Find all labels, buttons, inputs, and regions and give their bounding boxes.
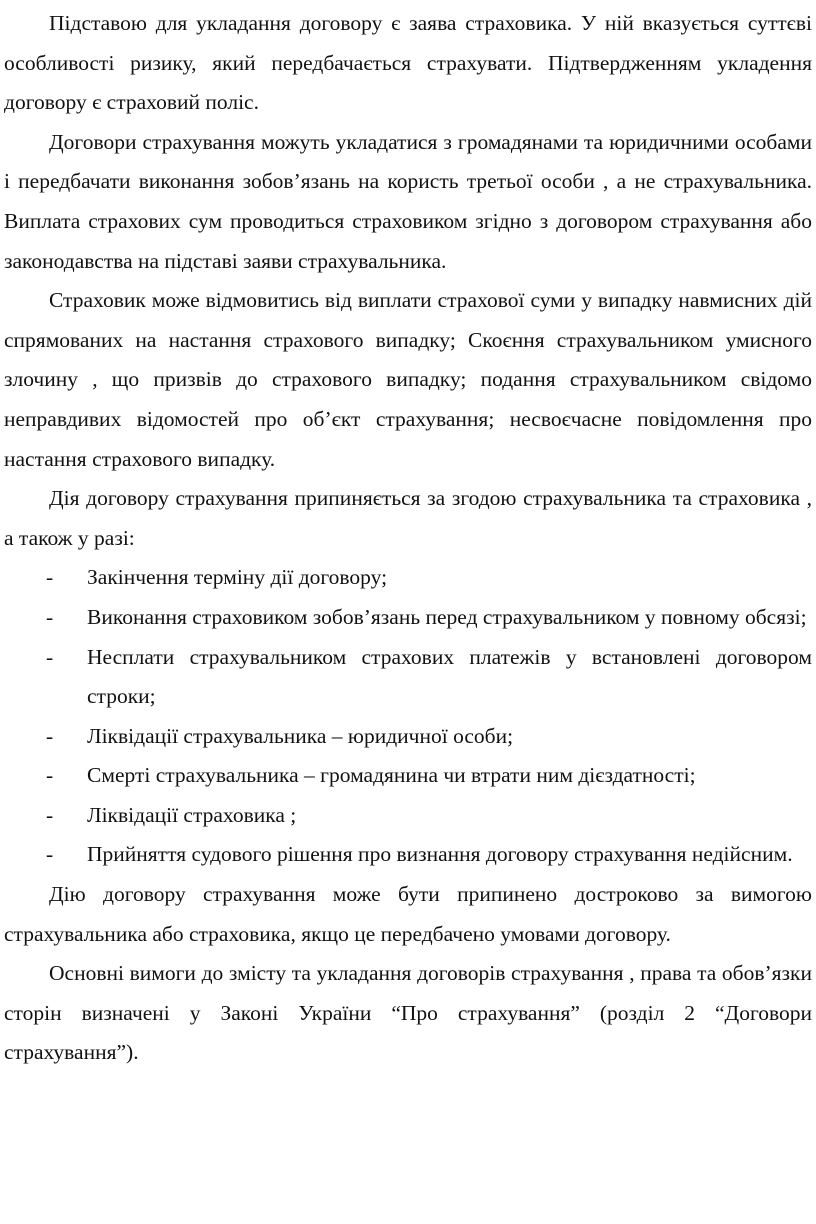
dash-marker: -	[46, 802, 54, 827]
list-item	[4, 756, 812, 796]
dash-marker: -	[46, 565, 54, 590]
termination-list	[4, 558, 812, 875]
paragraph-contract-basis: Підставою для укладання договору є заява страховика. У ній вказується суттєві особливості ризику, який передбачається страхувати. Підтвердженням укладення договору є страховий поліс.	[4, 11, 812, 115]
list-item	[4, 835, 812, 875]
list-item	[4, 717, 812, 757]
list-item-text: Закінчення терміну дії договору;	[87, 565, 388, 590]
list-item	[4, 638, 812, 717]
list-item	[4, 558, 812, 598]
list-item-text: Ліквідації страхувальника – юридичної особи;	[87, 723, 514, 748]
document-body	[4, 4, 812, 1073]
paragraph-contract-parties: Договори страхування можуть укладатися з громадянами та юридичними особами і передбачати виконання зобов’язань на користь третьої особи , а не страхувальника. Виплата страхових сум проводиться страховиком згідно з договором страхування або законодавства на підставі заяви страхувальника.	[4, 129, 812, 273]
paragraph-early-termination: Дію договору страхування може бути припинено достроково за вимогою страхувальника або страховика, якщо це передбачено умовами договору.	[4, 882, 812, 946]
dash-marker: -	[46, 763, 54, 788]
paragraph-termination-intro: Дія договору страхування припиняється за згодою страхувальника та страховика , а також у разі:	[4, 486, 812, 550]
dash-marker: -	[46, 604, 54, 629]
paragraph-legal-basis: Основні вимоги до змісту та укладання договорів страхування , права та обов’язки сторін визначені у Законі України “Про страхування” (розділ 2 “Договори страхування”).	[4, 961, 812, 1065]
list-item-text: Прийняття судового рішення про визнання договору страхування недійсним.	[87, 842, 793, 867]
dash-marker: -	[46, 842, 54, 867]
list-item-text: Ліквідації страховика ;	[87, 802, 297, 827]
list-item-text: Виконання страховиком зобов’язань перед страхувальником у повному обсязі;	[87, 604, 807, 629]
paragraph-refusal-grounds: Страховик може відмовитись від виплати страхової суми у випадку навмисних дій спрямованих на настання страхового випадку; Скоєння страхувальником умисного злочину , що призвів до страхового випадку; подання страхувальником свідомо неправдивих відомостей про об’єкт страхування; несвоєчасне повідомлення про настання страхового випадку.	[4, 288, 812, 471]
dash-marker: -	[46, 723, 54, 748]
list-item	[4, 796, 812, 836]
list-item	[4, 598, 812, 638]
list-item-text: Смерті страхувальника – громадянина чи втрати ним дієздатності;	[87, 763, 696, 788]
dash-marker: -	[46, 644, 54, 669]
list-item-text: Несплати страхувальником страхових платежів у встановлені договором строки;	[87, 644, 812, 709]
